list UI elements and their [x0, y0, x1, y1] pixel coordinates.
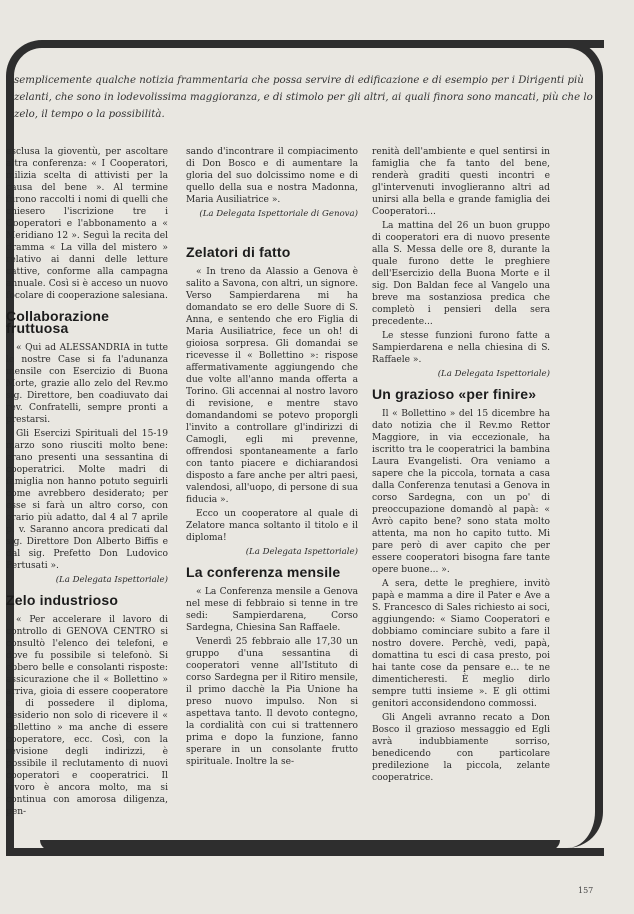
page-number: 157: [578, 886, 594, 895]
paragraph: A sera, dette le preghiere, invitò papà e mamma a dire il Pater e Ave a S. Francesco di Sales richiesto ai soci, aggiungendo: « Siamo Cooperatori e dobbiamo cominciare subito a fare il nostro dovere. Perchè, vedi, papà, domattina tu esci di casa presto, poi hai tante cose da pensare e... te ne dimenticheresti. È meglio dirlo sempre tutti insieme ». E gli ottimi genitori acconsidendono commossi.: [372, 579, 550, 709]
signature: (La Delegata Ispettoriale): [55, 575, 168, 585]
column-1: [6, 146, 168, 820]
paragraph: renità dell'ambiente e quel sentirsi in famiglia che fa tanto del bene, renderà graditi questi incontri e gl'intervenuti invoglieranno altri ad unirsi alla bella e grande famiglia dei Cooperatori...: [372, 147, 550, 217]
intro-paragraph: semplicemente qualche notizia frammentaria che possa servire di edificazione e di esempio per i Dirigenti più zelanti, che sono in lodevolissima maggioranza, e di stimolo per gli altri, ai quali finora sono mancati, più che lo zelo, il tempo o la possibilità.: [14, 75, 593, 120]
column-2: [186, 146, 358, 770]
paragraph: « Qui ad ALESSANDRIA in tutte le nostre Case si fa l'adunanza mensile con Esercizio di Buona Morte, grazie allo zelo del Rev.mo sig. Direttore, ben coadiuvato dai rev. Confratelli, sempre pronti a prestarsi.: [6, 343, 168, 425]
section-heading: Zelo industrioso: [6, 592, 119, 608]
paragraph: esclusa la gioventù, per ascoltare altra conferenza: « I Cooperatori, milizia scelta di attivisti per la causa del bene ». Al termine furono raccolti i nomi di quelli che chiesero l'iscrizione tre i Cooperatori e l'abbonamento a « Meridiano 12 ». Seguì la recita del dramma « La villa del mistero » relativo ai danni delle letture cattive, conforme alla campagna annuale. Così si è acceso un nuovo focolare di cooperazione salesiana.: [6, 147, 168, 301]
section-heading: Un grazioso «per finire»: [372, 386, 537, 402]
paragraph: Ecco un cooperatore al quale di Zelatore manca soltanto il titolo e il diploma!: [186, 509, 358, 543]
section-heading: Zelatori di fatto: [186, 244, 291, 260]
page-border-right: [555, 40, 603, 848]
paragraph: sando d'incontrare il compiacimento di Don Bosco e di aumentare la gloria del suo dolcissimo nome e di quello della sua e nostra Madonna, Maria Ausiliatrice ».: [186, 147, 358, 205]
signature: (La Delegata Ispettoriale): [245, 547, 358, 557]
paragraph: Gli Angeli avranno recato a Don Bosco il grazioso messaggio ed Egli avrà indubbiamente sorriso, benedicendo con particolare predilezione la piccola, zelante cooperatrice.: [372, 713, 550, 783]
signature: (La Delegata Ispettoriale di Genova): [199, 209, 358, 219]
paragraph: « La Conferenza mensile a Genova nel mese di febbraio si tenne in tre sedi: Sampierdarena, Corso Sardegna, Chiesina San Raffaele.: [186, 587, 358, 633]
paragraph: Gli Esercizi Spirituali del 15-19 marzo sono riusciti molto bene: erano presenti una sessantina di cooperatrici. Molte madri di famiglia non hanno potuto seguirli come avrebbero desiderato; per esse si farà un altro corso, con orario più adatto, dal 4 al 7 aprile p. v. Saranno ancora predicati dal sig. Direttore Don Alberto Biffis e dal sig. Prefetto Don Ludovico Pertusati ».: [6, 429, 168, 571]
paragraph: « Per accelerare il lavoro di controllo di GENOVA CENTRO si consultò l'elenco dei telefoni, e dove fu possibile si telefonò. Si ebbero belle e consolanti risposte: assicurazione che il « Bollettino » arriva, gioia di essere cooperatore e di possedere il diploma, desiderio non solo di ricevere il « Bollettino » ma anche di essere cooperatore, ecc. Così, con la revisione degli indirizzi, è possibile il reclutamento di nuovi cooperatori e cooperatrici. Il lavoro è ancora molto, ma si continua con amorosa diligenza, pen-: [6, 615, 168, 817]
column-3: [372, 146, 550, 786]
section-heading: Collaborazione fruttuosa: [6, 308, 110, 336]
paragraph: « In treno da Alassio a Genova è salito a Savona, con altri, un signore. Verso Sampierdarena mi ha domandato se ero delle Suore di S. Anna, e sentendo che ero Figlia di Maria Ausiliatrice, fece un oh! di gioiosa sorpresa. Gli domandai se ricevesse il « Bollettino »: rispose affermativamente aggiungendo che due volte all'anno manda offerta a Torino. Gli accennai al nostro lavoro di revisione, e mentre stavo domandandomi se potevo proporgli l'invito a controllare gl'indirizzi di Camogli, egli mi prevenne, offrendosi spontaneamente a farlo con tanto piacere e dichiarandosi disposto a fare anche per altri paesi, valendosi, all'uopo, di persone di sua fiducia ».: [186, 267, 358, 505]
page-border-bottom: [40, 840, 560, 850]
paragraph: La mattina del 26 un buon gruppo di cooperatori era di nuovo presente alla S. Messa delle ore 8, durante la quale furono dette le preghiere dell'Esercizio della Buona Morte e il sig. Don Baldan fece al Vangelo una breve ma sostanziosa predica che completò i pensieri della sera precedente...: [372, 221, 550, 327]
paragraph: Il « Bollettino » del 15 dicembre ha dato notizia che il Rev.mo Rettor Maggiore, in via eccezionale, ha iscritto tra le cooperatrici la bambina Laura Evangelisti. Ora veniamo a sapere che la piccola, tornata a casa dalla Conferenza tenutasi a Genova in corso Sardegna, con un po' di preoccupazione domandò al papà: « Avrò capito bene? sono stata molto attenta, ma non ho capito tutto. Mi pare però di aver capito che per essere cooperatori bisogna fare tante opere buone... ».: [372, 409, 550, 575]
signature: (La Delegata Ispettoriale): [437, 369, 550, 379]
paragraph: Le stesse funzioni furono fatte a Sampierdarena e nella chiesina di S. Raffaele ».: [372, 331, 550, 365]
section-heading: La conferenza mensile: [186, 564, 341, 580]
paragraph: Venerdì 25 febbraio alle 17,30 un gruppo d'una sessantina di cooperatori venne all'Istituto di corso Sardegna per il Ritiro mensile, il primo dacchè la Pia Unione ha preso nuovo impulso. Non si aspettava tanto. Il devoto contegno, la cordialità con cui si trattennero prima e dopo la funzione, fanno sperare in un consolante frutto spirituale. Inoltre la se-: [186, 637, 358, 767]
